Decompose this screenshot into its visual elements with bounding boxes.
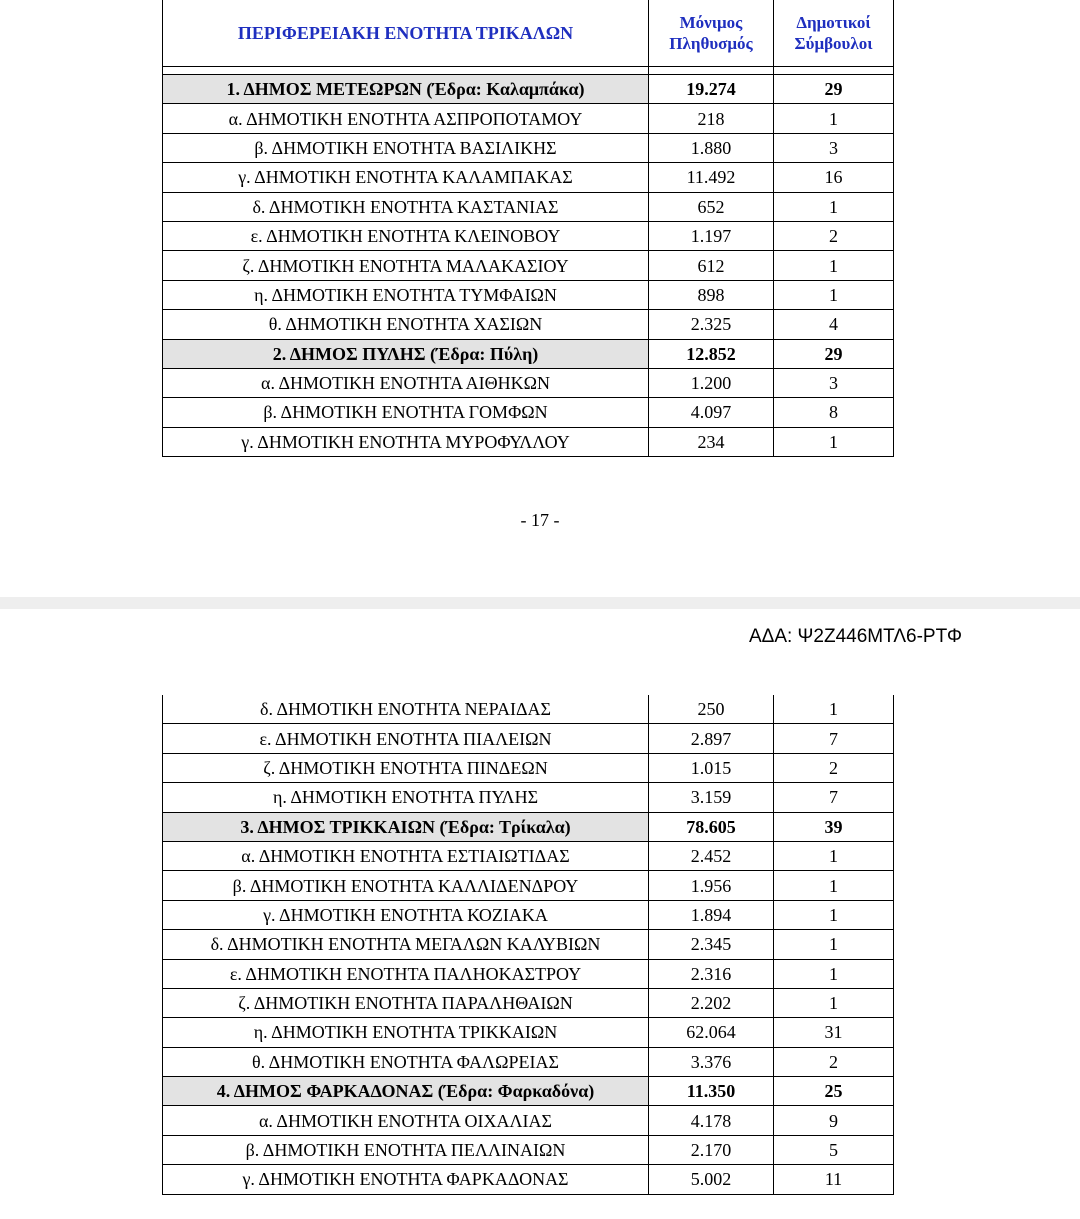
unit-name-cell: β. ΔΗΜΟΤΙΚΗ ΕΝΟΤΗΤΑ ΚΑΛΛΙΔΕΝΔΡΟΥ [163,871,649,900]
table-row [163,310,894,339]
table-row [163,871,894,900]
table-row [163,192,894,221]
table-row [163,398,894,427]
unit-name-cell: β. ΔΗΜΟΤΙΚΗ ΕΝΟΤΗΤΑ ΓΟΜΦΩΝ [163,398,649,427]
population-cell: 4.097 [649,398,774,427]
header-region: ΠΕΡΙΦΕΡΕΙΑΚΗ ΕΝΟΤΗΤΑ ΤΡΙΚΑΛΩΝ [163,0,649,67]
councillors-cell: 29 [774,339,894,368]
table-row [163,1135,894,1164]
councillors-cell: 25 [774,1077,894,1106]
population-table-part-2 [162,695,894,1195]
councillors-cell: 1 [774,251,894,280]
councillors-cell: 16 [774,163,894,192]
population-cell: 2.452 [649,841,774,870]
unit-name-cell: η. ΔΗΜΟΤΙΚΗ ΕΝΟΤΗΤΑ ΤΡΙΚΚΑΙΩΝ [163,1018,649,1047]
unit-name-cell: ζ. ΔΗΜΟΤΙΚΗ ΕΝΟΤΗΤΑ ΠΙΝΔΕΩΝ [163,753,649,782]
unit-name-cell: γ. ΔΗΜΟΤΙΚΗ ΕΝΟΤΗΤΑ ΦΑΡΚΑΔΟΝΑΣ [163,1165,649,1194]
table-row [163,1165,894,1194]
municipality-row [163,339,894,368]
councillors-cell: 31 [774,1018,894,1047]
councillors-cell: 1 [774,988,894,1017]
councillors-cell: 4 [774,310,894,339]
unit-name-cell: 1. ΔΗΜΟΣ ΜΕΤΕΩΡΩΝ (Έδρα: Καλαμπάκα) [163,75,649,104]
population-cell: 250 [649,695,774,724]
table-row [163,1018,894,1047]
municipality-row [163,812,894,841]
councillors-cell: 5 [774,1135,894,1164]
population-cell: 12.852 [649,339,774,368]
councillors-cell: 2 [774,1047,894,1076]
councillors-cell: 1 [774,427,894,456]
table-row [163,221,894,250]
unit-name-cell: ζ. ΔΗΜΟΤΙΚΗ ΕΝΟΤΗΤΑ ΜΑΛΑΚΑΣΙΟΥ [163,251,649,280]
unit-name-cell: γ. ΔΗΜΟΤΙΚΗ ΕΝΟΤΗΤΑ ΚΟΖΙΑΚΑ [163,900,649,929]
unit-name-cell: α. ΔΗΜΟΤΙΚΗ ΕΝΟΤΗΤΑ ΕΣΤΙΑΙΩΤΙΔΑΣ [163,841,649,870]
population-cell: 11.350 [649,1077,774,1106]
table-row [163,427,894,456]
table-row [163,163,894,192]
header-councillors-line1: Δημοτικοί [796,12,871,32]
population-cell: 218 [649,104,774,133]
ada-code: ΑΔΑ: Ψ2Ζ446ΜΤΛ6-ΡΤΦ [748,626,962,647]
unit-name-cell: β. ΔΗΜΟΤΙΚΗ ΕΝΟΤΗΤΑ ΠΕΛΛΙΝΑΙΩΝ [163,1135,649,1164]
councillors-cell: 1 [774,280,894,309]
population-cell: 11.492 [649,163,774,192]
population-cell: 2.202 [649,988,774,1017]
councillors-cell: 1 [774,871,894,900]
unit-name-cell: δ. ΔΗΜΟΤΙΚΗ ΕΝΟΤΗΤΑ ΚΑΣΤΑΝΙΑΣ [163,192,649,221]
page-number: - 17 - [520,510,560,530]
unit-name-cell: ζ. ΔΗΜΟΤΙΚΗ ΕΝΟΤΗΤΑ ΠΑΡΑΛΗΘΑΙΩΝ [163,988,649,1017]
population-cell: 898 [649,280,774,309]
unit-name-cell: η. ΔΗΜΟΤΙΚΗ ΕΝΟΤΗΤΑ ΤΥΜΦΑΙΩΝ [163,280,649,309]
table-row [163,959,894,988]
page-separator [0,597,1080,609]
councillors-cell: 1 [774,841,894,870]
municipality-row [163,1077,894,1106]
population-cell: 1.197 [649,221,774,250]
population-cell: 19.274 [649,75,774,104]
table-row [163,280,894,309]
table-row [163,900,894,929]
councillors-cell: 1 [774,695,894,724]
unit-name-cell: ε. ΔΗΜΟΤΙΚΗ ΕΝΟΤΗΤΑ ΠΙΑΛΕΙΩΝ [163,724,649,753]
councillors-cell: 2 [774,753,894,782]
population-cell: 2.325 [649,310,774,339]
unit-name-cell: γ. ΔΗΜΟΤΙΚΗ ΕΝΟΤΗΤΑ ΜΥΡΟΦΥΛΛΟΥ [163,427,649,456]
population-table-part-1 [162,0,894,457]
header-population-line2: Πληθυσμός [669,34,753,53]
header-spacer-row [163,67,894,75]
header-population [649,0,774,67]
table-row [163,1047,894,1076]
unit-name-cell: θ. ΔΗΜΟΤΙΚΗ ΕΝΟΤΗΤΑ ΧΑΣΙΩΝ [163,310,649,339]
population-cell: 1.015 [649,753,774,782]
unit-name-cell: η. ΔΗΜΟΤΙΚΗ ΕΝΟΤΗΤΑ ΠΥΛΗΣ [163,783,649,812]
municipality-row [163,75,894,104]
population-cell: 2.897 [649,724,774,753]
councillors-cell: 1 [774,104,894,133]
population-cell: 2.345 [649,930,774,959]
unit-name-cell: α. ΔΗΜΟΤΙΚΗ ΕΝΟΤΗΤΑ ΑΙΘΗΚΩΝ [163,368,649,397]
councillors-cell: 7 [774,724,894,753]
population-cell: 1.200 [649,368,774,397]
unit-name-cell: α. ΔΗΜΟΤΙΚΗ ΕΝΟΤΗΤΑ ΑΣΠΡΟΠΟΤΑΜΟΥ [163,104,649,133]
table-row [163,368,894,397]
population-cell: 3.159 [649,783,774,812]
councillors-cell: 8 [774,398,894,427]
header-population-line1: Μόνιμος [679,12,743,32]
unit-name-cell: α. ΔΗΜΟΤΙΚΗ ΕΝΟΤΗΤΑ ΟΙΧΑΛΙΑΣ [163,1106,649,1135]
councillors-cell: 3 [774,368,894,397]
councillors-cell: 39 [774,812,894,841]
table-row [163,695,894,724]
population-cell: 612 [649,251,774,280]
header-councillors [774,0,894,67]
unit-name-cell: 2. ΔΗΜΟΣ ΠΥΛΗΣ (Έδρα: Πύλη) [163,339,649,368]
table-row [163,251,894,280]
councillors-cell: 29 [774,75,894,104]
population-cell: 234 [649,427,774,456]
population-cell: 2.170 [649,1135,774,1164]
unit-name-cell: γ. ΔΗΜΟΤΙΚΗ ΕΝΟΤΗΤΑ ΚΑΛΑΜΠΑΚΑΣ [163,163,649,192]
unit-name-cell: θ. ΔΗΜΟΤΙΚΗ ΕΝΟΤΗΤΑ ΦΑΛΩΡΕΙΑΣ [163,1047,649,1076]
councillors-cell: 1 [774,900,894,929]
population-cell: 1.894 [649,900,774,929]
table-row [163,724,894,753]
table-row [163,753,894,782]
unit-name-cell: ε. ΔΗΜΟΤΙΚΗ ΕΝΟΤΗΤΑ ΠΑΛΗΟΚΑΣΤΡΟΥ [163,959,649,988]
table-row [163,783,894,812]
population-cell: 652 [649,192,774,221]
population-cell: 62.064 [649,1018,774,1047]
population-cell: 78.605 [649,812,774,841]
population-cell: 1.956 [649,871,774,900]
table-row [163,988,894,1017]
councillors-cell: 11 [774,1165,894,1194]
councillors-cell: 1 [774,192,894,221]
unit-name-cell: δ. ΔΗΜΟΤΙΚΗ ΕΝΟΤΗΤΑ ΝΕΡΑΙΔΑΣ [163,695,649,724]
table-row [163,1106,894,1135]
councillors-cell: 9 [774,1106,894,1135]
table-row [163,930,894,959]
population-cell: 2.316 [649,959,774,988]
councillors-cell: 1 [774,930,894,959]
unit-name-cell: ε. ΔΗΜΟΤΙΚΗ ΕΝΟΤΗΤΑ ΚΛΕΙΝΟΒΟΥ [163,221,649,250]
councillors-cell: 2 [774,221,894,250]
population-cell: 3.376 [649,1047,774,1076]
unit-name-cell: δ. ΔΗΜΟΤΙΚΗ ΕΝΟΤΗΤΑ ΜΕΓΑΛΩΝ ΚΑΛΥΒΙΩΝ [163,930,649,959]
table-row [163,133,894,162]
unit-name-cell: 3. ΔΗΜΟΣ ΤΡΙΚΚΑΙΩΝ (Έδρα: Τρίκαλα) [163,812,649,841]
table-row [163,841,894,870]
population-cell: 5.002 [649,1165,774,1194]
unit-name-cell: 4. ΔΗΜΟΣ ΦΑΡΚΑΔΟΝΑΣ (Έδρα: Φαρκαδόνα) [163,1077,649,1106]
header-councillors-line2: Σύμβουλοι [794,34,873,53]
councillors-cell: 1 [774,959,894,988]
unit-name-cell: β. ΔΗΜΟΤΙΚΗ ΕΝΟΤΗΤΑ ΒΑΣΙΛΙΚΗΣ [163,133,649,162]
councillors-cell: 3 [774,133,894,162]
table-header-row [163,0,894,67]
table-row [163,104,894,133]
population-cell: 1.880 [649,133,774,162]
councillors-cell: 7 [774,783,894,812]
population-cell: 4.178 [649,1106,774,1135]
